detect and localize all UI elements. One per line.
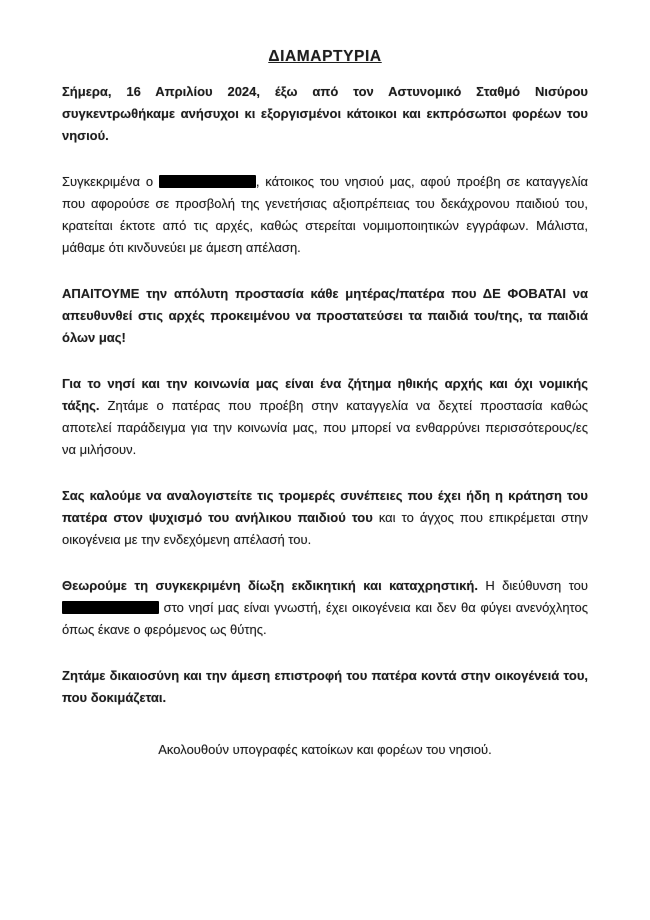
redaction-bar [159,175,256,188]
bold-text-run: Σήμερα, 16 Απριλίου 2024, έξω από τον Αστυνομικό Σταθμό Νισύρου συγκεντρωθήκαμε ανήσυχοι κι εξοργισμένοι κάτοικοι και εκπρόσωποι φορέων του νησιού. [62,84,588,143]
paragraph [62,485,588,551]
bold-text-run: Για το νησί και την κοινωνία μας είναι ένα ζήτημα ηθικής αρχής και όχι νομικής τάξης. [62,376,588,413]
text-run: Η διεύθυνση του [477,578,589,593]
paragraph [62,283,588,349]
bold-text-run: Θεωρούμε τη συγκεκριμένη δίωξη εκδικητική και καταχρηστική. [62,578,478,593]
text-run: και το άγχος που επικρέμεται στην οικογένεια με την ενδεχόμενη απέλασή του. [62,510,588,547]
paragraph [62,171,588,259]
bold-text-run: Ζητάμε δικαιοσύνη και την άμεση επιστροφή του πατέρα κοντά στην οικογένειά του, που δοκιμάζεται. [62,668,588,705]
text-run: Ζητάμε ο πατέρας που προέβη στην καταγγελία να δεχτεί προστασία καθώς αποτελεί παράδειγμα για την κοινωνία μας, που μπορεί να ενθαρρύνει περισσότερους/ες να μιλήσουν. [62,398,588,457]
paragraph [62,665,588,709]
text-run: , κάτοικος του νησιού μας, αφού προέβη σε καταγγελία που αφορούσε σε προσβολή της γενετήσιας αξιοπρέπειας του δεκάχρονου παιδιού του, κρατείται έκτοτε από τις αρχές, καθώς στερείται νομιμοποιητικών εγγράφων. Μάλιστα, μάθαμε ότι κινδυνεύει με άμεση απέλαση. [62,174,588,255]
document-body [62,81,588,709]
paragraph [62,373,588,461]
text-run: στο νησί μας είναι γνωστή, έχει οικογένεια και δεν θα φύγει ανενόχλητος όπως έκανε ο φερόμενος ως θύτης. [62,600,588,637]
bold-text-run: Σας καλούμε να αναλογιστείτε τις τρομερές συνέπειες που έχει ήδη η κράτηση του πατέρα στον ψυχισμό του ανήλικου παιδιού του [62,488,588,525]
signature-note: Ακολουθούν υπογραφές κατοίκων και φορέων του νησιού. [158,742,492,757]
paragraph [62,575,588,641]
redaction-bar [62,601,159,614]
paragraph [62,81,588,147]
document-title: ΔΙΑΜΑΡΤΥΡΙΑ [268,48,382,65]
bold-text-run: ΑΠΑΙΤΟΥΜΕ την απόλυτη προστασία κάθε μητέρας/πατέρα που ΔΕ ΦΟΒΑΤΑΙ να απευθυνθεί στις αρχές προκειμένου να προστατεύσει τα παιδιά του/της, τα παιδιά όλων μας! [62,286,588,345]
text-run: Συγκεκριμένα ο [62,174,159,189]
